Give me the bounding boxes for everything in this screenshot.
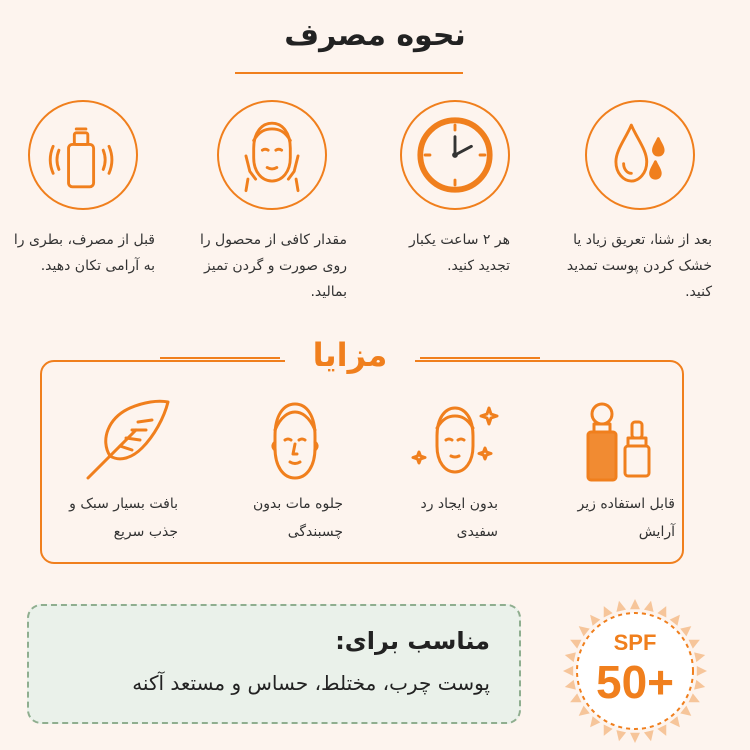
title-underline <box>235 72 463 74</box>
sun-ray <box>604 606 613 617</box>
sun-ray <box>590 615 600 626</box>
sun-ray <box>565 680 576 690</box>
clock-icon <box>400 100 510 210</box>
step-text-reapply-two-hours: هر ۲ ساعت یکبار تجدید کنید. <box>409 232 510 274</box>
sun-ray <box>657 725 666 736</box>
benefit-text-matte-finish: جلوه مات بدون چسبندگی <box>253 496 343 540</box>
step-text-apply-face-neck: مقدار کافی از محصول را روی صورت و گردن تمیز بمالید. <box>199 232 347 300</box>
benefit-text-no-white-cast: بدون ایجاد رد سفیدی <box>420 496 498 540</box>
sun-ray <box>644 730 654 741</box>
sun-ray <box>697 666 707 676</box>
spf-label: SPF <box>613 630 657 655</box>
sun-ray <box>579 706 590 716</box>
suitable-for-box <box>27 604 521 724</box>
suitable-for-skin-types: پوست چرب، مختلط، حساس و مستعد آکنه <box>132 671 490 695</box>
sun-ray <box>689 693 700 702</box>
sun-ray <box>570 693 581 702</box>
face-apply-icon <box>217 100 327 210</box>
benefit-text-under-makeup: قابل استفاده زیر آرایش <box>577 496 675 540</box>
water-drops-icon <box>585 100 695 210</box>
sun-ray <box>694 680 705 690</box>
shake-bottle-icon <box>28 100 138 210</box>
sun-ray <box>630 733 640 743</box>
sun-ray <box>680 706 691 716</box>
sun-ray <box>604 725 613 736</box>
sun-ray <box>565 652 576 662</box>
spf-value: 50+ <box>595 656 675 708</box>
sun-ray <box>689 640 700 649</box>
step-text-shake-bottle: قبل از مصرف، بطری را به آرامی تکان دهید. <box>13 232 155 274</box>
sun-ray <box>570 640 581 649</box>
sun-ray <box>644 601 654 612</box>
sun-ray <box>670 716 680 727</box>
spf-badge <box>560 596 710 746</box>
sun-ray <box>694 652 705 662</box>
step-text-reapply-after-swim: بعد از شنا، تعریق زیاد یا خشک کردن پوست تمدید کنید. <box>566 232 712 300</box>
sun-ray <box>616 601 626 612</box>
sun-ray <box>590 716 600 727</box>
sun-ray <box>670 615 680 626</box>
makeup-bottles-icon <box>570 392 670 492</box>
matte-face-icon <box>245 392 345 492</box>
sun-ray <box>563 666 573 676</box>
sun-ray <box>630 599 640 609</box>
sun-ray <box>579 626 590 636</box>
sun-ray <box>657 606 666 617</box>
benefit-text-light-texture: بافت بسیار سبک و جذب سریع <box>69 496 178 540</box>
sun-ray <box>616 730 626 741</box>
sun-ray <box>680 626 691 636</box>
benefits-title: مزایا <box>285 336 415 374</box>
feather-icon <box>80 392 180 492</box>
benefits-title-line-left <box>160 357 280 359</box>
usage-title: نحوه مصرف <box>284 18 466 53</box>
suitable-for-title: مناسب برای: <box>335 627 490 655</box>
benefits-title-line-right <box>420 357 540 359</box>
sparkle-face-icon <box>405 392 505 492</box>
